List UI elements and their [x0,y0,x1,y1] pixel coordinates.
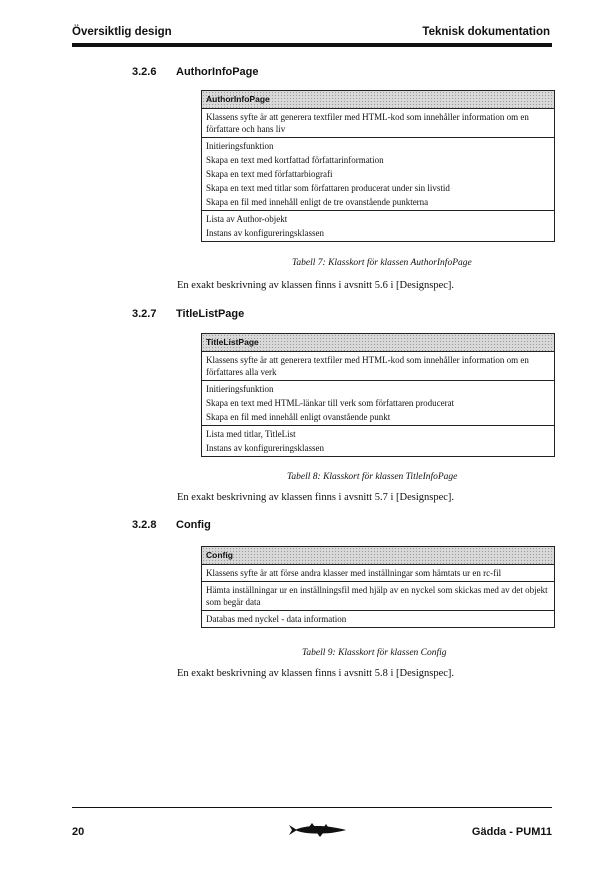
section-number: 3.2.7 [132,308,157,320]
section-title: AuthorInfoPage [176,66,259,78]
class-card-purpose-group [202,565,554,582]
class-card-attributes-group [202,611,554,627]
footer-rule [72,807,552,808]
class-card-attribute: Instans av konfigureringsklassen [206,228,324,238]
header-rule [72,43,552,47]
class-card-method: Skapa en text med HTML-länkar till verk som författaren producerat [206,398,455,408]
class-card-method: Skapa en text med kortfattad författarinformation [206,155,384,165]
class-card-config [201,546,555,628]
table-caption: Tabell 8: Klasskort för klassen TitleInfoPage [287,472,458,482]
section-description: En exakt beskrivning av klassen finns i avsnitt 5.8 i [Designspec]. [177,668,455,679]
class-card-methods-group [202,582,554,611]
class-card-methods-group [202,138,554,211]
section-title: Config [176,519,211,531]
class-card-purpose: Klassens syfte är att generera textfiler med HTML-kod som innehåller information om en författares alla verk [206,355,529,377]
class-card-method: Skapa en fil med innehåll enligt de tre ovanstående punkterna [206,197,429,207]
class-card-authorinfopage [201,90,555,242]
class-card-purpose: Klassens syfte är att generera textfiler med HTML-kod som innehåller information om en författare och hans liv [206,112,529,134]
class-card-attributes-group [202,211,554,241]
class-card-attribute: Databas med nyckel - data information [206,614,347,624]
class-card-attribute: Instans av konfigureringsklassen [206,443,324,453]
class-card-name: Config [202,547,554,565]
table-caption: Tabell 7: Klasskort för klassen AuthorInfoPage [292,258,472,268]
pike-fish-logo-icon [287,821,347,839]
class-card-name: TitleListPage [202,334,554,352]
class-card-name: AuthorInfoPage [202,91,554,109]
class-card-titlelistpage [201,333,555,457]
class-card-attribute: Lista av Author-objekt [206,214,288,224]
section-description: En exakt beskrivning av klassen finns i avsnitt 5.6 i [Designspec]. [177,280,455,291]
project-name: Gädda - PUM11 [471,826,552,838]
header-right-title: Teknisk dokumentation [422,26,550,38]
section-description: En exakt beskrivning av klassen finns i avsnitt 5.7 i [Designspec]. [177,492,455,503]
class-card-purpose: Klassens syfte är att förse andra klasser med inställningar som hämtats ur en rc-fil [206,568,502,578]
class-card-attribute: Lista med titlar, TitleList [206,429,296,439]
page-number: 20 [72,826,85,838]
section-title: TitleListPage [176,308,245,320]
class-card-method: Hämta inställningar ur en inställningsfil med hjälp av en nyckel som skickas med av det objekt som begär data [206,585,548,607]
class-card-method: Initieringsfunktion [206,141,274,151]
class-card-purpose-group [202,352,554,381]
class-card-method: Skapa en text med författarbiografi [206,169,333,179]
section-number: 3.2.6 [132,66,157,78]
header-left-title: Översiktlig design [72,26,172,38]
class-card-method: Skapa en fil med innehåll enligt ovanstående punkt [206,412,391,422]
class-card-method: Initieringsfunktion [206,384,274,394]
table-caption: Tabell 9: Klasskort för klassen Config [302,648,447,658]
class-card-methods-group [202,381,554,426]
class-card-purpose-group [202,109,554,138]
section-number: 3.2.8 [132,519,157,531]
class-card-method: Skapa en text med titlar som författaren producerat under sin livstid [206,183,450,193]
class-card-attributes-group [202,426,554,456]
